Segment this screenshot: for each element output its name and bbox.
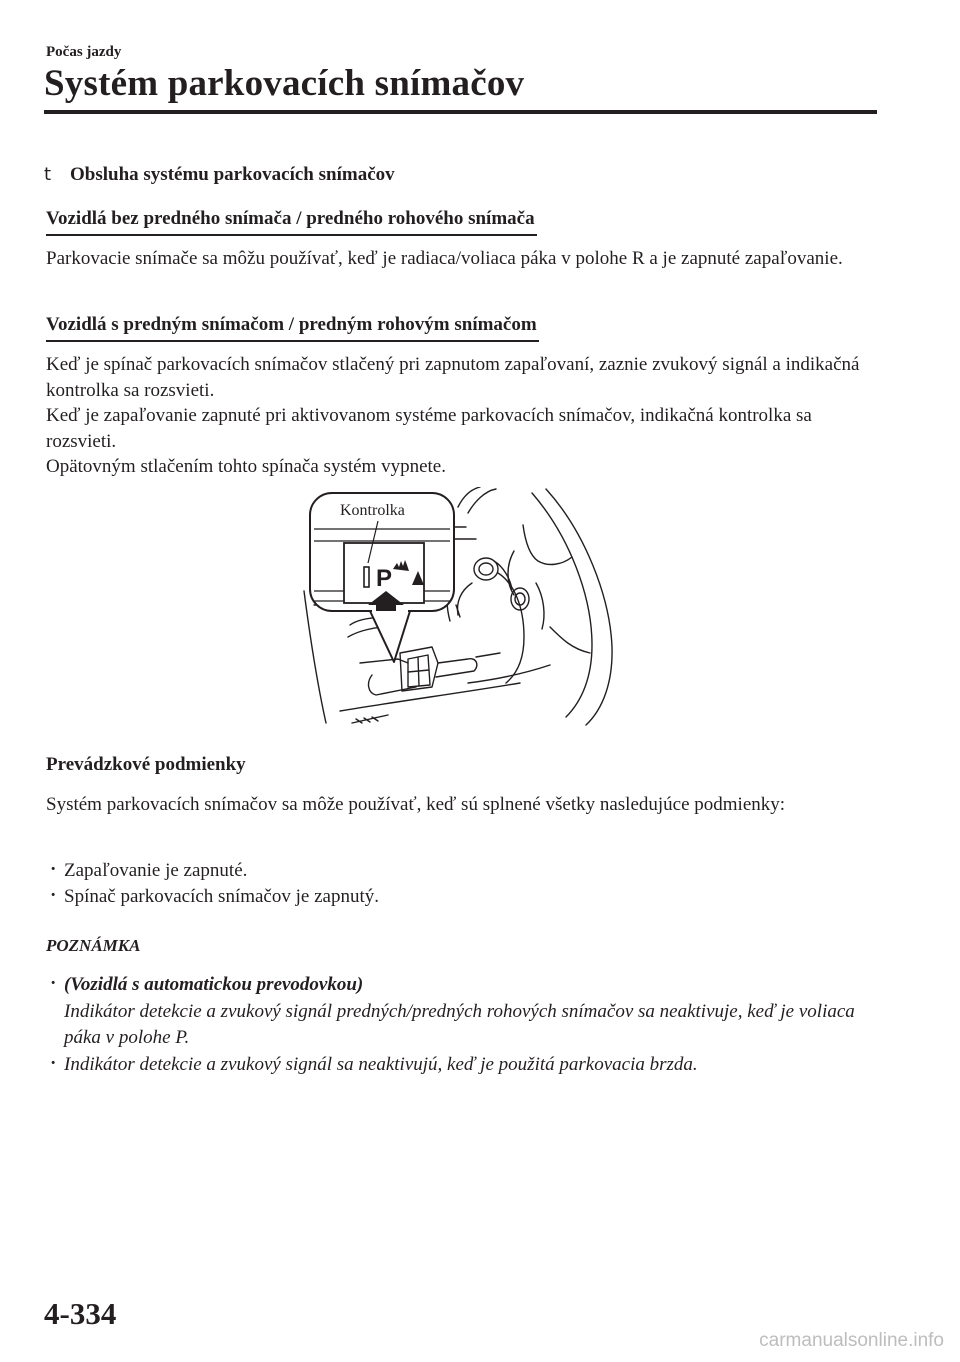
conditions-heading: Prevádzkové podmienky: [46, 754, 246, 775]
subheading-front-sensor: [46, 314, 537, 336]
list-item: · Zapaľovanie je zapnuté.: [46, 858, 876, 884]
note-item-heading: · (Vozidlá s automatickou prevodovkou): [64, 974, 364, 995]
note-list: [46, 972, 876, 1078]
section-heading: [44, 164, 395, 186]
p-symbol-icon: P: [376, 565, 393, 592]
note-item: [46, 972, 876, 1052]
paragraph-line: Opätovným stlačením tohto spínača systém vypnete.: [46, 456, 446, 477]
section-label: Počas jazdy: [46, 44, 122, 60]
watermark: carmanualsonline.info: [759, 1330, 944, 1351]
heading-text: Obsluha systému parkovacích snímačov: [70, 164, 395, 185]
parking-sensor-switch-illustration: [300, 487, 620, 732]
heading-bullet-icon: t: [44, 164, 52, 185]
note-item: [46, 1052, 876, 1079]
subheading-no-front-sensor: [46, 208, 535, 230]
paragraph-line: Keď je spínač parkovacích snímačov stlačený pri zapnutom zapaľovaní, zaznie zvukový signál a indikačná kontrolka sa rozsvieti.: [46, 354, 860, 401]
paragraph-line: Keď je zapaľovanie zapnuté pri aktivovanom systéme parkovacích snímačov, indikačná kontrolka sa rozsvieti.: [46, 405, 812, 452]
page-number: 4-334: [44, 1296, 117, 1331]
subheading-text: Vozidlá bez predného snímača / predného rohového snímača: [46, 208, 535, 229]
paragraph-text: Systém parkovacích snímačov sa môže používať, keď sú splnené všetky nasledujúce podmienky:: [46, 794, 786, 815]
indicator-light-icon: [364, 567, 369, 587]
conditions-paragraph: [46, 792, 876, 818]
paragraph-text: Parkovacie snímače sa môžu používať, keď je radiaca/voliaca páka v polohe R a je zapnuté zapaľovanie.: [46, 248, 843, 269]
list-item: · Spínač parkovacích snímačov je zapnutý.: [46, 884, 876, 910]
note-item-text: · Indikátor detekcie a zvukový signál sa neaktivujú, keď je použitá parkovacia brzda.: [64, 1053, 698, 1075]
note-item-text: Indikátor detekcie a zvukový signál predných/predných rohových snímačov sa neaktivuje, keď je voliaca páka v polohe P.: [64, 1000, 855, 1048]
conditions-list: [46, 858, 876, 910]
note-label: POZNÁMKA: [46, 936, 141, 955]
paragraph-no-front-sensor: [46, 246, 876, 272]
illustration-label: Kontrolka: [340, 502, 405, 519]
underline: [46, 340, 539, 342]
subheading-text: Vozidlá s predným snímačom / predným rohovým snímačom: [46, 314, 537, 335]
underline: [46, 234, 537, 236]
paragraph-front-sensor: [46, 352, 876, 480]
page-title: Systém parkovacích snímačov: [44, 63, 525, 104]
title-rule: [44, 110, 877, 114]
